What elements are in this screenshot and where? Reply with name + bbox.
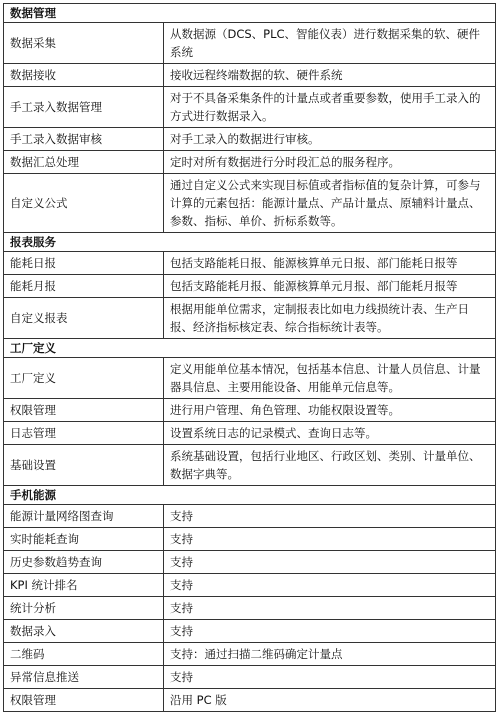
feature-description-cell: 根据用能单位需求，定制报表比如电力线损统计表、生产日报、经济指标核定表、综合指标统计表等。 <box>164 298 496 339</box>
table-row <box>4 574 496 597</box>
table-row <box>4 23 496 64</box>
feature-description-cell: 支持 <box>164 528 496 551</box>
table-row <box>4 505 496 528</box>
section-title: 报表服务 <box>4 233 496 252</box>
feature-description-cell: 定时对所有数据进行分时段汇总的服务程序。 <box>164 151 496 174</box>
feature-name-cell: 自定义报表 <box>4 298 164 339</box>
section-title: 工厂定义 <box>4 339 496 358</box>
section-header-row <box>4 486 496 505</box>
table-row <box>4 252 496 275</box>
feature-name-cell: 自定义公式 <box>4 174 164 233</box>
table-row <box>4 151 496 174</box>
feature-description-cell: 包括支路能耗日报、能源核算单元日报、部门能耗日报等 <box>164 252 496 275</box>
feature-name-cell: 手工录入数据审核 <box>4 128 164 151</box>
feature-name-cell: 统计分析 <box>4 597 164 620</box>
table-row <box>4 64 496 87</box>
table-row <box>4 528 496 551</box>
feature-name-cell: 数据采集 <box>4 23 164 64</box>
section-title: 手机能源 <box>4 486 496 505</box>
feature-name-cell: 日志管理 <box>4 422 164 445</box>
feature-name-cell: 能源计量网络图查询 <box>4 505 164 528</box>
feature-description-cell: 支持 <box>164 597 496 620</box>
table-row <box>4 298 496 339</box>
table-row <box>4 551 496 574</box>
feature-name-cell: 数据汇总处理 <box>4 151 164 174</box>
table-row <box>4 128 496 151</box>
feature-description-cell: 支持 <box>164 574 496 597</box>
feature-description-cell: 包括支路能耗月报、能源核算单元月报、部门能耗月报等 <box>164 275 496 298</box>
table-row <box>4 597 496 620</box>
table-row <box>4 174 496 233</box>
feature-description-cell: 支持 <box>164 551 496 574</box>
table-row <box>4 643 496 666</box>
feature-description-cell: 系统基础设置，包括行业地区、行政区划、类别、计量单位、数据字典等。 <box>164 445 496 486</box>
table-row <box>4 689 496 712</box>
section-header-row <box>4 339 496 358</box>
feature-description-cell: 支持：通过扫描二维码确定计量点 <box>164 643 496 666</box>
table-row <box>4 666 496 689</box>
feature-description-cell: 对于不具备采集条件的计量点或者重要参数，使用手工录入的方式进行数据录入。 <box>164 87 496 128</box>
table-row <box>4 399 496 422</box>
feature-description-cell: 接收远程终端数据的软、硬件系统 <box>164 64 496 87</box>
section-title: 数据管理 <box>4 4 496 23</box>
feature-description-cell: 通过自定义公式来实现目标值或者指标值的复杂计算，可参与计算的元素包括：能源计量点、产品计量点、原辅料计量点、参数、指标、单价、折标系数等。 <box>164 174 496 233</box>
feature-name-cell: 权限管理 <box>4 689 164 712</box>
feature-description-cell: 支持 <box>164 505 496 528</box>
feature-name-cell: 基础设置 <box>4 445 164 486</box>
feature-name-cell: 异常信息推送 <box>4 666 164 689</box>
feature-description-cell: 沿用 PC 版 <box>164 689 496 712</box>
feature-name-cell: 权限管理 <box>4 399 164 422</box>
feature-table <box>3 3 496 712</box>
feature-name-cell: 数据录入 <box>4 620 164 643</box>
section-header-row <box>4 233 496 252</box>
feature-name-cell: 能耗日报 <box>4 252 164 275</box>
table-row <box>4 445 496 486</box>
feature-name-cell: 手工录入数据管理 <box>4 87 164 128</box>
table-row <box>4 358 496 399</box>
feature-name-cell: 能耗月报 <box>4 275 164 298</box>
feature-description-cell: 进行用户管理、角色管理、功能权限设置等。 <box>164 399 496 422</box>
feature-name-cell: 数据接收 <box>4 64 164 87</box>
table-row <box>4 620 496 643</box>
table-row <box>4 422 496 445</box>
feature-name-cell: 历史参数趋势查询 <box>4 551 164 574</box>
table-row <box>4 87 496 128</box>
table-row <box>4 275 496 298</box>
feature-description-cell: 设置系统日志的记录模式、查询日志等。 <box>164 422 496 445</box>
feature-description-cell: 对手工录入的数据进行审核。 <box>164 128 496 151</box>
feature-name-cell: 工厂定义 <box>4 358 164 399</box>
feature-name-cell: 二维码 <box>4 643 164 666</box>
feature-description-cell: 定义用能单位基本情况，包括基本信息、计量人员信息、计量器具信息、主要用能设备、用能单元信息等。 <box>164 358 496 399</box>
feature-description-cell: 从数据源（DCS、PLC、智能仪表）进行数据采集的软、硬件系统 <box>164 23 496 64</box>
feature-description-cell: 支持 <box>164 620 496 643</box>
feature-name-cell: KPI 统计排名 <box>4 574 164 597</box>
section-header-row <box>4 4 496 23</box>
feature-description-cell: 支持 <box>164 666 496 689</box>
feature-table-body <box>4 4 496 712</box>
feature-name-cell: 实时能耗查询 <box>4 528 164 551</box>
